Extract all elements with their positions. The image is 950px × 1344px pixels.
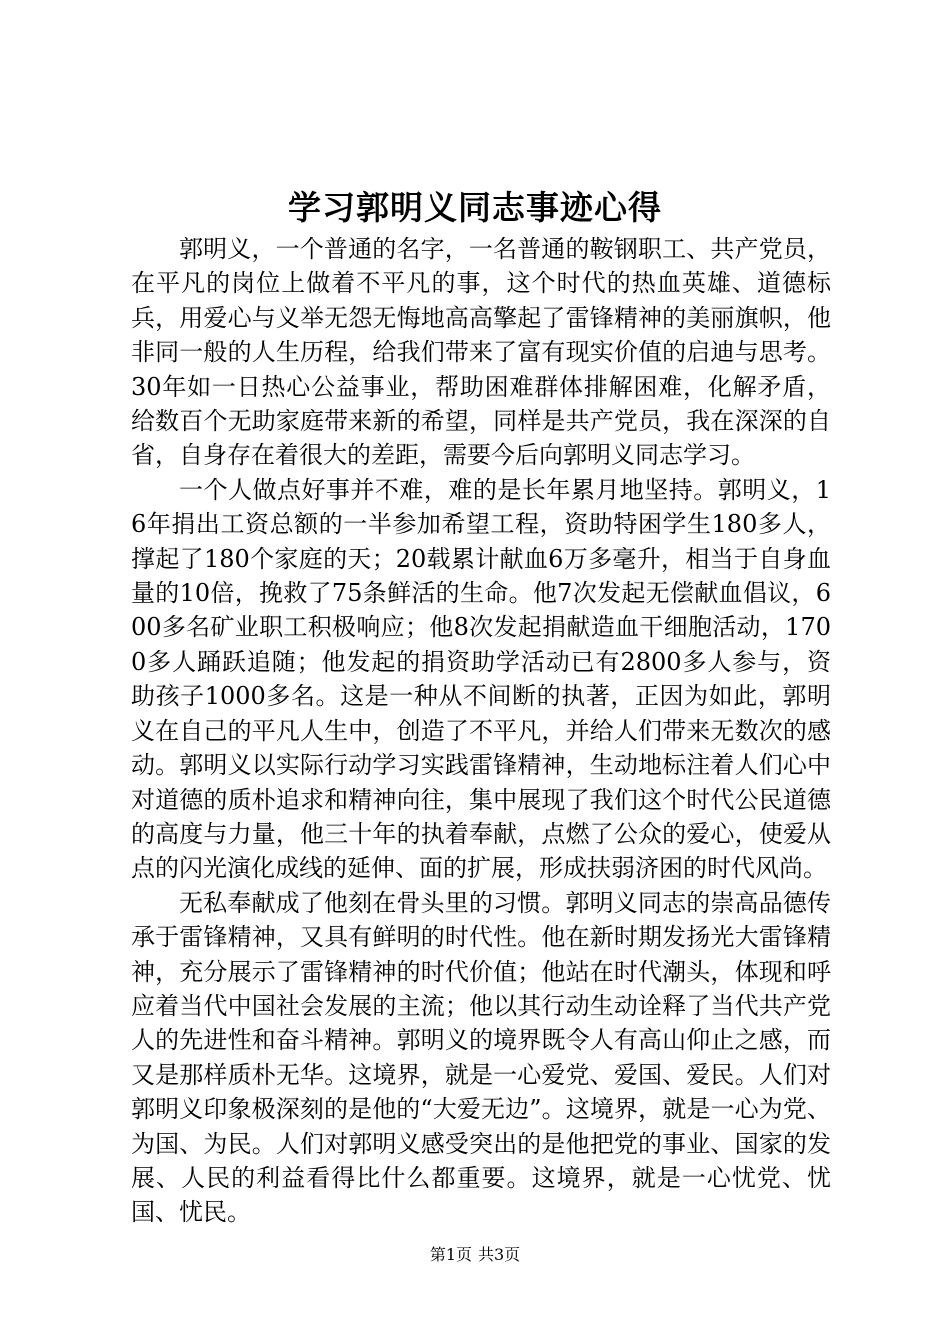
document-body (131, 232, 831, 1230)
page-footer (0, 1245, 950, 1265)
document-title: 学习郭明义同志事迹心得 (288, 188, 662, 227)
page-total: 共3页 (478, 1245, 521, 1264)
paragraph-1: 郭明义，一个普通的名字，一名普通的鞍钢职工、共产党员，在平凡的岗位上做着不平凡的事，这个时代的热血英雄、道德标兵，用爱心与义举无怨无悔地高高擎起了雷锋精神的美丽旗帜，他非同一般的人生历程，给我们带来了富有现实价值的启迪与思考。30年如一日热心公益事业，帮助困难群体排解困难，化解矛盾，给数百个无助家庭带来新的希望，同样是共产党员，我在深深的自省，自身存在着很大的差距，需要今后向郭明义同志学习。 (131, 235, 831, 470)
page-number: 第1页 (429, 1245, 472, 1264)
paragraph-3: 无私奉献成了他刻在骨头里的习惯。郭明义同志的崇高品德传承于雷锋精神，又具有鲜明的时代性。他在新时期发扬光大雷锋精神，充分展示了雷锋精神的时代价值；他站在时代潮头，体现和呼应着当代中国社会发展的主流；他以其行动生动诠释了当代共产党人的先进性和奋斗精神。郭明义的境界既令人有高山仰止之感，而又是那样质朴无华。这境界，就是一心爱党、爱国、爱民。人们对郭明义印象极深刻的是他的“大爱无边”。这境界，就是一心为党、为国、为民。人们对郭明义感受突出的是他把党的事业、国家的发展、人民的利益看得比什么都重要。这境界，就是一心忧党、忧国、忧民。 (131, 888, 831, 1227)
paragraph-2: 一个人做点好事并不难，难的是长年累月地坚持。郭明义，16年捐出工资总额的一半参加希望工程，资助特困学生180多人，撑起了180个家庭的天；20载累计献血6万多毫升，相当于自身血量的10倍，挽救了75条鲜活的生命。他7次发起无偿献血倡议，600多名矿业职工积极响应；他8次发起捐献造血干细胞活动，1700多人踊跃追随；他发起的捐资助学活动已有2800多人参与，资助孩子1000多名。这是一种从不间断的执著，正因为如此，郭明义在自己的平凡人生中，创造了不平凡，并给人们带来无数次的感动。郭明义以实际行动学习实践雷锋精神，生动地标注着人们心中对道德的质朴追求和精神向往，集中展现了我们这个时代公民道德的高度与力量，他三十年的执着奉献，点燃了公众的爱心，使爱从点的闪光演化成线的延伸、面的扩展，形成扶弱济困的时代风尚。 (131, 475, 831, 883)
